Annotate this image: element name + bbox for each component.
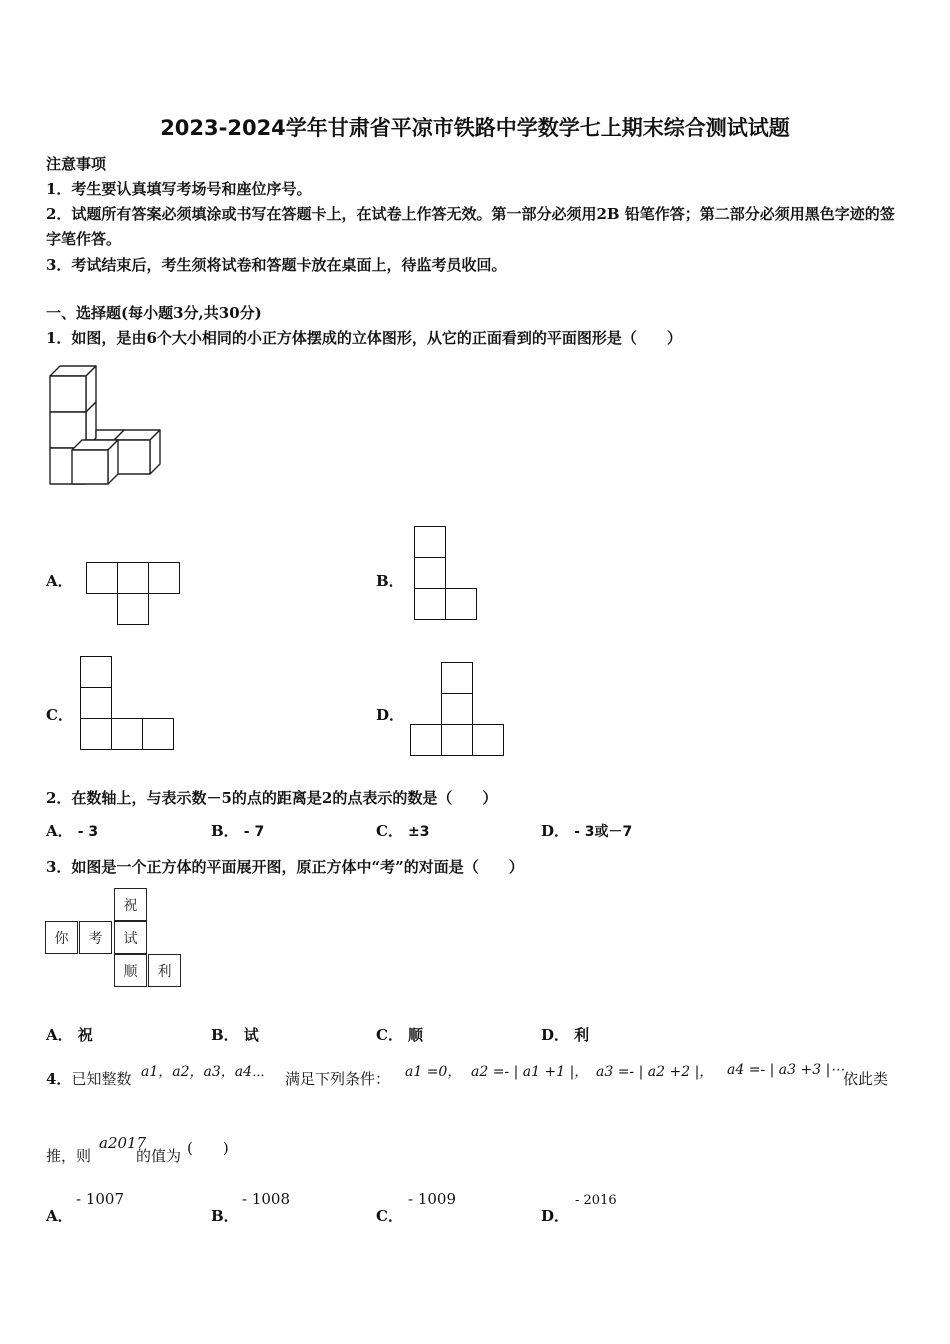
q4-option-c-value[interactable]: - 1009 (408, 1190, 457, 1208)
grid-square (441, 693, 473, 725)
question-2-text: 2．在数轴上，与表示数－5的点的距离是2的点表示的数是（ ） (46, 789, 498, 807)
grid-square (80, 718, 112, 750)
cube-stack-figure (44, 360, 164, 486)
q4-condition-label: 满足下列条件： (285, 1070, 391, 1088)
q4-sequence: a1，a2，a3，a4⋯ (141, 1064, 265, 1080)
grid-square (441, 662, 473, 694)
q4-option-a-value[interactable]: - 1007 (76, 1190, 125, 1208)
q2-option-a[interactable] (46, 820, 98, 841)
cube-net-figure (45, 888, 183, 988)
option-letter: C． (376, 1026, 403, 1044)
q4-option-a-label[interactable]: A． (46, 1207, 73, 1225)
grid-square (414, 526, 446, 558)
option-value: 顺 (408, 1026, 424, 1044)
q4-tail: 依此类 (843, 1070, 889, 1088)
question-number: 4． (46, 1070, 72, 1088)
q4-line-2-pre: 推，则 (46, 1147, 92, 1165)
option-value: - 3 (77, 824, 99, 840)
option-value: - 7 (243, 824, 265, 840)
option-letter: B． (211, 1026, 239, 1044)
grid-square (117, 562, 149, 594)
q1-option-c-figure[interactable] (80, 656, 176, 752)
grid-square (410, 724, 442, 756)
q2-option-b[interactable] (211, 820, 264, 841)
q2-option-d[interactable] (541, 820, 632, 841)
q4-condition-4: a4 =- | a3 +3 |⋯ (727, 1062, 845, 1078)
notice-heading: 注意事项 (46, 155, 107, 173)
grid-square (414, 557, 446, 589)
option-letter: B． (211, 822, 239, 840)
grid-square (472, 724, 504, 756)
q1-option-b-figure[interactable] (414, 526, 480, 622)
grid-square (148, 562, 180, 594)
option-letter: D． (541, 1026, 570, 1044)
notice-item-2: 2．试题所有答案必须填涂或书写在答题卡上，在试卷上作答无效。第一部分必须用2B 铅笔作答；第二部分必须用黑色字迹的签字笔作答。 (46, 205, 895, 248)
grid-square (142, 718, 174, 750)
option-value: ±3 (408, 824, 430, 840)
q4-condition-2: a2 =- | a1 +1 |， (471, 1064, 589, 1080)
grid-square (80, 656, 112, 688)
q4-option-b-label[interactable]: B． (211, 1207, 239, 1225)
option-letter: D． (541, 822, 570, 840)
grid-square (117, 593, 149, 625)
option-letter: A． (46, 1026, 73, 1044)
q4-line-2-post: 的值为 (136, 1147, 182, 1165)
option-value: - 3或－7 (574, 824, 633, 840)
q4-condition-3: a3 =- | a2 +2 |， (596, 1064, 714, 1080)
option-letter: C． (376, 822, 403, 840)
net-face-ni: 你 (45, 921, 78, 954)
q3-option-b[interactable] (211, 1024, 259, 1045)
q4-answer-paren: ( ) (187, 1139, 229, 1157)
q2-option-c[interactable] (376, 820, 430, 841)
q3-option-a[interactable] (46, 1024, 93, 1045)
grid-square (441, 724, 473, 756)
question-4-line-1 (46, 1068, 131, 1089)
net-face-zhu: 祝 (114, 888, 147, 921)
q4-lead: 已知整数 (71, 1070, 132, 1088)
q4-condition-1: a1 =0， (405, 1064, 462, 1080)
q1-option-b-label[interactable]: B． (376, 572, 404, 590)
q4-option-d-value[interactable]: - 2016 (575, 1193, 617, 1208)
q1-option-d-figure[interactable] (410, 662, 506, 758)
q1-option-a-label[interactable]: A． (46, 572, 73, 590)
question-1-text: 1．如图，是由6个大小相同的小正方体摆成的立体图形，从它的正面看到的平面图形是（ ） (46, 329, 682, 347)
grid-square (80, 687, 112, 719)
q3-option-d[interactable] (541, 1024, 589, 1045)
notice-item-3: 3．考试结束后，考生须将试卷和答题卡放在桌面上，待监考员收回。 (46, 256, 507, 274)
net-face-li: 利 (148, 954, 181, 987)
grid-square (414, 588, 446, 620)
q4-option-c-label[interactable]: C． (376, 1207, 403, 1225)
q4-option-d-label[interactable]: D． (541, 1207, 570, 1225)
option-value: 试 (243, 1026, 259, 1044)
net-face-shun: 顺 (114, 954, 147, 987)
option-value: 利 (574, 1026, 590, 1044)
grid-square (445, 588, 477, 620)
grid-square (111, 718, 143, 750)
option-value: 祝 (77, 1026, 93, 1044)
notice-item-1: 1．考生要认真填写考场号和座位序号。 (46, 180, 312, 198)
net-face-kao: 考 (79, 921, 112, 954)
q1-option-a-figure[interactable] (86, 562, 182, 626)
q1-option-d-label[interactable]: D． (376, 706, 405, 724)
q4-option-b-value[interactable]: - 1008 (242, 1190, 291, 1208)
section-heading: 一、选择题(每小题3分,共30分) (46, 304, 262, 322)
q3-option-c[interactable] (376, 1024, 423, 1045)
page-title: 2023-2024学年甘肃省平凉市铁路中学数学七上期末综合测试试题 (160, 116, 790, 140)
grid-square (86, 562, 118, 594)
net-face-shi: 试 (114, 921, 147, 954)
q1-option-c-label[interactable]: C． (46, 706, 73, 724)
option-letter: A． (46, 822, 73, 840)
q4-variable: a2017 (99, 1134, 147, 1152)
question-3-text: 3．如图是一个正方体的平面展开图，原正方体中“考”的对面是（ ） (46, 858, 524, 876)
